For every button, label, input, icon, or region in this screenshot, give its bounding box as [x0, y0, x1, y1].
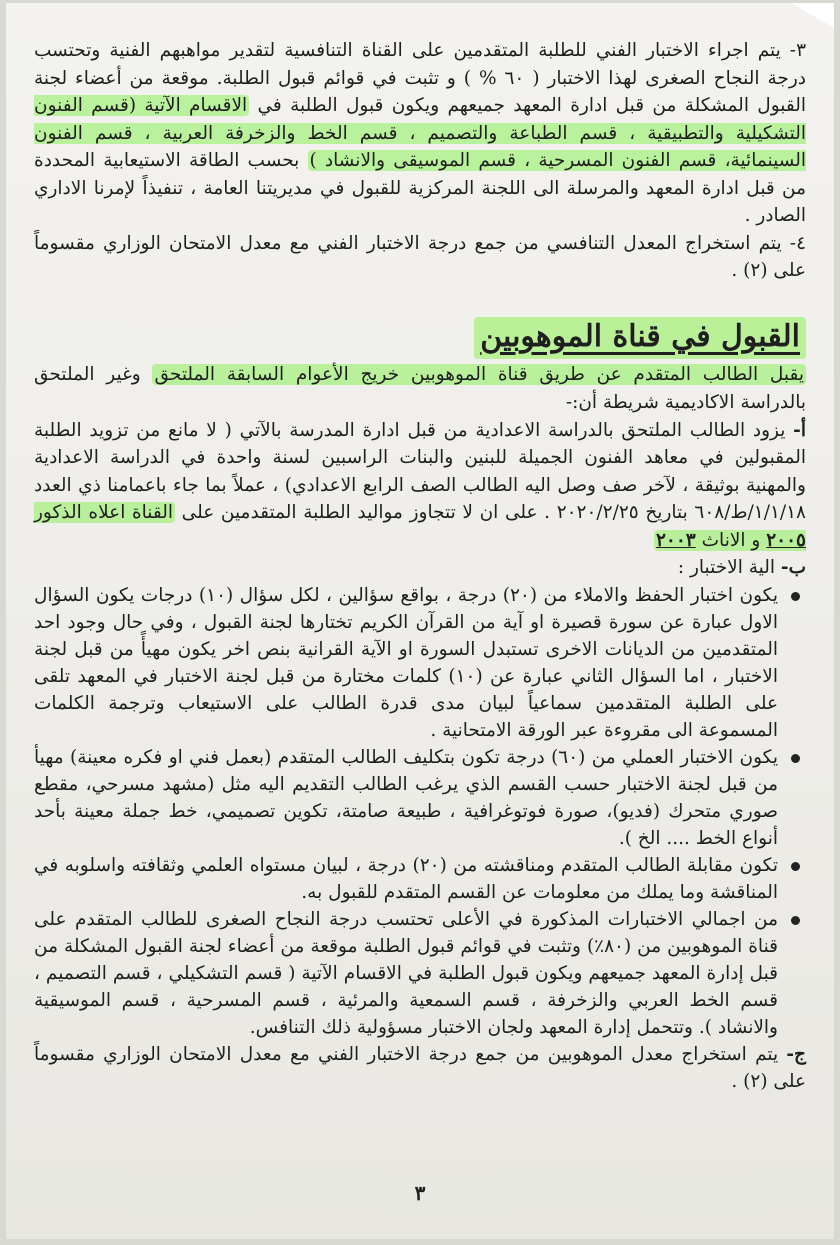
clause-a	[34, 417, 806, 555]
test-mechanism-list	[34, 582, 806, 1041]
list-item: تكون مقابلة الطالب المتقدم ومناقشته من (٢٠) درجة ، لبيان مستواه العلمي وثقافته واسلوبه في المناقشة وما يملك من معلومات عن القسم المتقدم للقبول به.	[34, 852, 806, 906]
item-3-text: ٣- يتم اجراء الاختبار الفني للطلبة المتقدمين على القناة التنافسية لتقدير مواهبهم الفنية وتحتسب درجة النجاح الصغرى لهذا الاختبار ( ٦٠ % ) و تثبت في قوائم قبول الطلبة. موقعة من أعضاء لجنة القبول المشكلة من قبل ادارة المعهد جميعهم ويكون قبول الطلبة في	[34, 40, 806, 116]
clause-a-label: أ-	[793, 419, 806, 441]
paragraph-item-3	[34, 37, 806, 230]
item-4-text: ٤- يتم استخراج المعدل التنافسي من جمع درجة الاختبار الفني مع معدل الامتحان الوزاري مقسوماً على (٢) .	[34, 232, 806, 281]
document-page	[6, 3, 834, 1239]
bullet-dot-icon	[791, 754, 800, 763]
paragraph-item-4	[34, 230, 806, 285]
bullet-dot-icon	[791, 916, 800, 925]
birth-year-male: ٢٠٠٥	[766, 529, 806, 551]
bullet-dot-icon	[791, 592, 800, 601]
birth-year-female: ٢٠٠٣	[656, 529, 696, 551]
section-heading-wrap	[34, 317, 806, 359]
page-number: ٣	[414, 1181, 426, 1205]
item-3-highlight: الاقسام الآتية (قسم الفنون التشكيلية والتطبيقية ، قسم الطباعة والتصميم ، قسم الخط والزخرفة العربية ، قسم الفنون السينمائية، قسم الفنون المسرحية ، قسم الموسيقى والانشاد )	[34, 95, 806, 171]
section-lead-highlight: يقبل الطالب المتقدم عن طريق قناة الموهوبين خريج الأعوام السابقة الملتحق	[154, 363, 804, 385]
clause-c-label: ج-	[786, 1043, 806, 1065]
list-item: يكون الاختبار العملي من (٦٠) درجة تكون بتكليف الطالب المتقدم (بعمل فني او فكره معينة) مهيأ من قبل لجنة الاختبار حسب القسم الذي يرغب الطالب التقديم اليه مثل (مشهد مسرحي، مقطع صوري متحرك (فديو)، صورة فوتوغرافية ، طبيعة صامتة، تكوين تصميمي، خط جملة معينة بأحد أنواع الخط .... الخ ).	[34, 744, 806, 852]
section-lead-tail: وغير الملتحق بالدراسة الاكاديمية شريطة أن:-	[34, 363, 806, 413]
clause-c-text: يتم استخراج معدل الموهوبين من جمع درجة الاختبار الفني مع معدل الامتحان الوزاري مقسوماً على (٢) .	[34, 1043, 806, 1092]
list-item: من اجمالي الاختبارات المذكورة في الأعلى تحتسب درجة النجاح الصغرى للطالب المتقدم على قناة الموهوبين من (٨٠٪) وتثبت في قوائم قبول الطلبة موقعة من أعضاء لجنة القبول المشكلة من قبل إدارة المعهد جميعهم ويكون قبول الطلبة في الاقسام الآتية ( قسم التشكيلي ، قسم التصميم ، قسم الخط العربي والزخرفة ، قسم السمعية والمرئية ، قسم المسرحية ، قسم الموسيقية والانشاد ). وتتحمل إدارة المعهد ولجان الاختبار مسؤولية ذلك التنافس.	[34, 906, 806, 1041]
section-lead	[34, 361, 806, 417]
clause-a-text: يزود الطالب الملتحق بالدراسة الاعدادية من قبل ادارة المدرسة بالآتي ( لا مانع من تزويد الطلبة المقبولين في معاهد الفنون الجميلة للبنين والبنات الراسبين لسنة واحدة في الدراسة الاعدادية والمهنية بوثيقة ، لآخر صف وصل اليه الطالب الصف الرابع الاعدادي) ، عملاً بما جاء باعمامنا ذي العدد ١/١/١٨/ط/٦٠٨ بتاريخ ٢٠٢٠/٢/٢٥ . على ان لا تتجاوز مواليد الطلبة المتقدمين على	[34, 419, 806, 523]
section-heading: القبول في قناة الموهوبين	[474, 317, 806, 359]
clause-a-birth-label: القناة اعلاه الذكور	[34, 502, 174, 523]
item-3-tail: بحسب الطاقة الاستيعابية المحددة من قبل ادارة المعهد والمرسلة الى اللجنة المركزية للقبول في مديريتنا العامة ، تنفيذاً لإمرنا الاداري الصادر .	[34, 150, 806, 226]
list-item: يكون اختبار الحفظ والاملاء من (٢٠) درجة ، بواقع سؤالين ، لكل سؤال (١٠) درجات يكون السؤال الاول عبارة عن سورة قصيرة او آية من القرآن الكريم تختارها لجنة القبول ، وفي حال وجود احد المتقدمين من الديانات الاخرى تستبدل السورة او الآية القرانية بنص اخر يكون مهيأً من قبل لجنة الاختبار ، اما السؤال الثاني عبارة عن (١٠) كلمات مختارة من قبل لجنة الاختبار في المعهد تلقى على الطلبة المتقدمين سماعياً لبيان مدى قدرة الطالب على الاستيعاب وترجمة الكلمات المسموعة الى مقروءة عبر الورقة الامتحانية .	[34, 582, 806, 744]
paper-fold	[774, 3, 834, 29]
clause-b-title: الية الاختبار :	[677, 557, 775, 578]
clause-b	[34, 554, 806, 582]
bullet-dot-icon	[791, 862, 800, 871]
clause-c	[34, 1041, 806, 1096]
birth-and-female: و الاناث	[701, 529, 761, 551]
clause-b-label: ب-	[780, 557, 806, 578]
